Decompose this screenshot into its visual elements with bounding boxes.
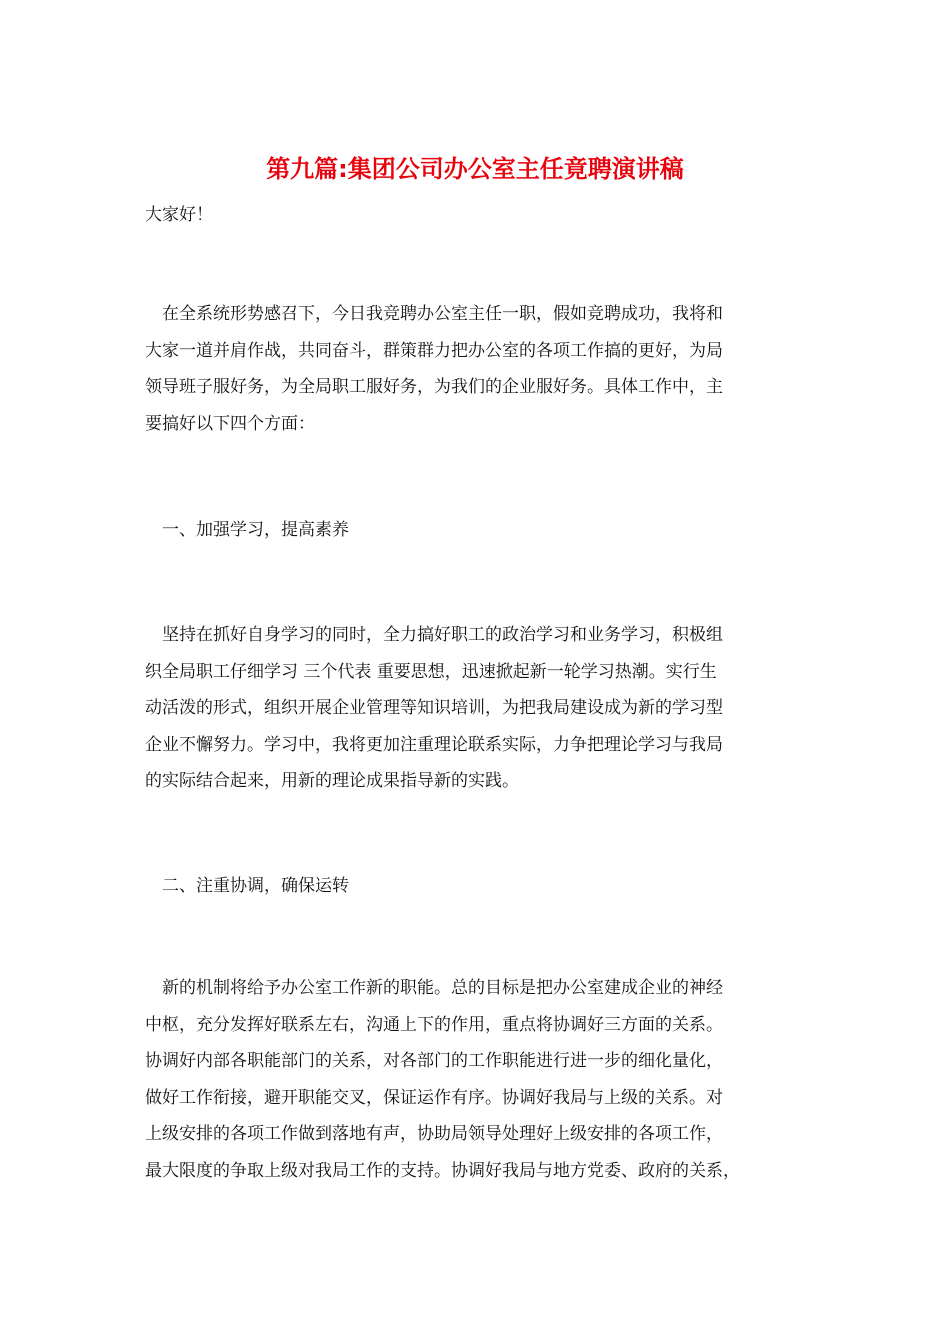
- paragraph-line: 中枢，充分发挥好联系左右，沟通上下的作用，重点将协调好三方面的关系。: [145, 1014, 723, 1035]
- paragraph-line: 的实际结合起来，用新的理论成果指导新的实践。: [145, 771, 519, 791]
- paragraph-line: 大家一道并肩作战，共同奋斗，群策群力把办公室的各项工作搞的更好，为局: [145, 340, 723, 361]
- paragraph-line: 要搞好以下四个方面：: [145, 413, 315, 434]
- paragraph-line: 在全系统形势感召下，今日我竞聘办公室主任一职，假如竞聘成功，我将和: [145, 304, 723, 324]
- section-heading-1: 一、加强学习，提高素养: [145, 520, 349, 540]
- paragraph-line: 领导班子服好务，为全局职工服好务，为我们的企业服好务。具体工作中，主: [145, 377, 723, 397]
- paragraph-line: 协调好内部各职能部门的关系，对各部门的工作职能进行进一步的细化量化，: [145, 1051, 723, 1071]
- paragraph-line: 企业不懈努力。学习中，我将更加注重理论联系实际，力争把理论学习与我局: [145, 734, 723, 755]
- paragraph-line: 坚持在抓好自身学习的同时，全力搞好职工的政治学习和业务学习，积极组: [145, 625, 723, 645]
- paragraph-line: 做好工作衔接，避开职能交叉，保证运作有序。协调好我局与上级的关系。对: [145, 1087, 723, 1108]
- paragraph-study: [145, 617, 805, 800]
- section-heading-2: 二、注重协调，确保运转: [145, 876, 349, 896]
- paragraph-line: 上级安排的各项工作做到落地有声，协助局领导处理好上级安排的各项工作，: [145, 1124, 723, 1144]
- paragraph-line: 动活泼的形式，组织开展企业管理等知识培训，为把我局建设成为新的学习型: [145, 698, 723, 718]
- paragraph-coordination: [145, 970, 805, 1189]
- paragraph-line: 新的机制将给予办公室工作新的职能。总的目标是把办公室建成企业的神经: [145, 978, 723, 998]
- paragraph-intro: [145, 296, 805, 442]
- document-title: 第九篇:集团公司办公室主任竟聘演讲稿: [266, 155, 684, 183]
- greeting: 大家好！: [145, 205, 213, 225]
- paragraph-line: 最大限度的争取上级对我局工作的支持。协调好我局与地方党委、政府的关系，: [145, 1160, 740, 1181]
- paragraph-line: 织全局职工仔细学习 三个代表 重要思想，迅速掀起新一轮学习热潮。实行生: [145, 661, 717, 682]
